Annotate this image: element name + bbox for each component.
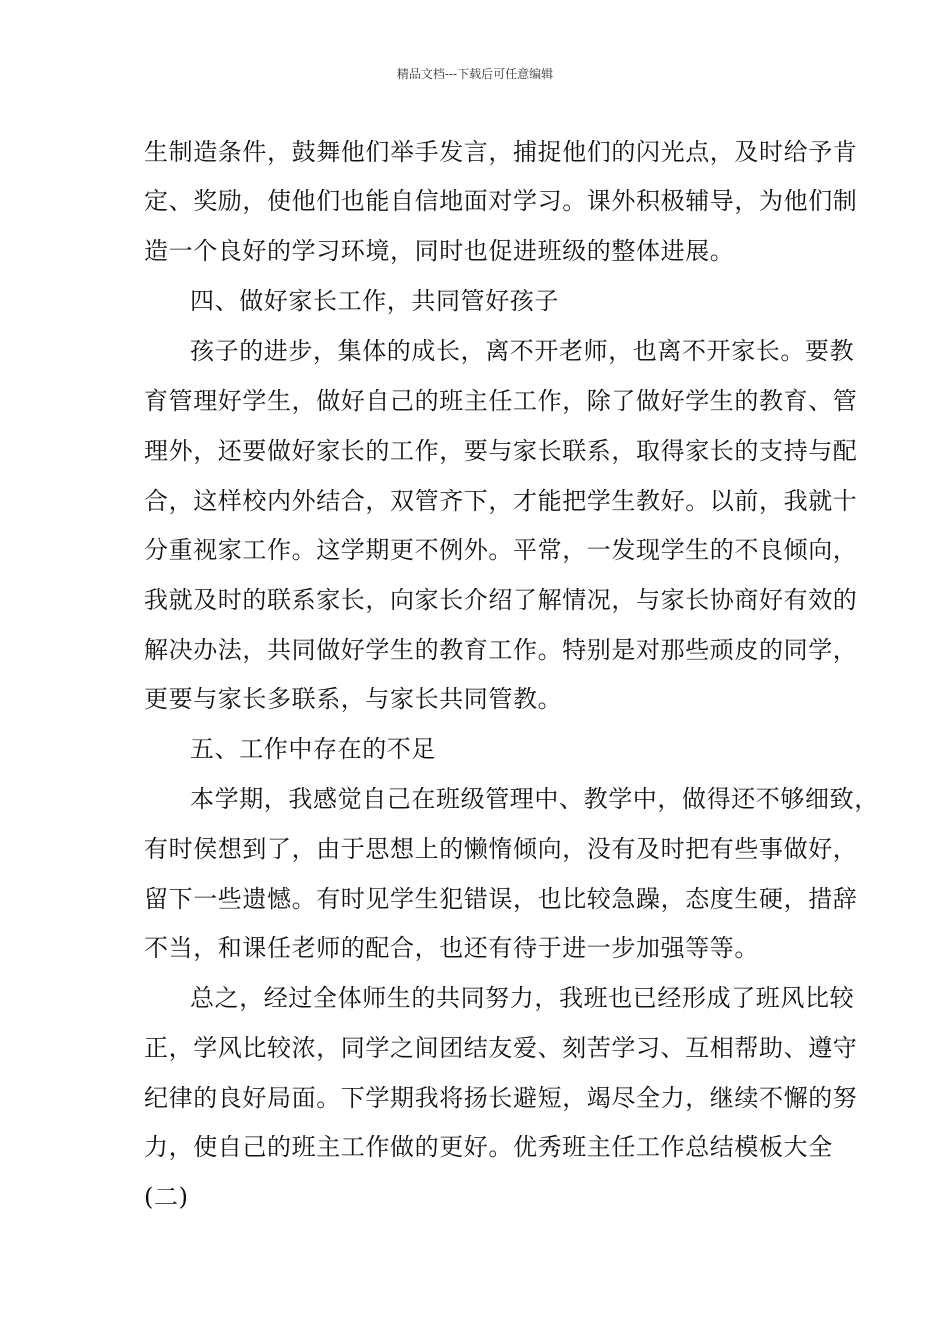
text-line: 更要与家长多联系，与家长共同管教。 (144, 685, 563, 713)
text-line: 总之，经过全体师生的共同努力，我班也已经形成了班风比较 (190, 984, 855, 1012)
text-line: 本学期，我感觉自己在班级管理中、教学中，做得还不够细致， (190, 785, 879, 813)
text-line: 孩子的进步，集体的成长，离不开老师，也离不开家长。要教 (190, 337, 855, 365)
text-line: (二) (144, 1183, 189, 1211)
section-heading: 四、做好家长工作，共同管好孩子 (190, 287, 559, 315)
text-line: 造一个良好的学习环境，同时也促进班级的整体进展。 (144, 237, 735, 265)
text-line: 育管理好学生，做好自己的班主任工作，除了做好学生的教育、管 (144, 387, 858, 415)
page-header: 精品文档---下载后可任意编辑 (396, 67, 554, 81)
section-heading: 五、工作中存在的不足 (190, 735, 436, 763)
text-line: 合，这样校内外结合，双管齐下，才能把学生教好。以前，我就十 (144, 487, 858, 515)
text-line: 留下一些遗憾。有时见学生犯错误，也比较急躁，态度生硬，措辞 (144, 885, 858, 913)
text-line: 力，使自己的班主工作做的更好。优秀班主任工作总结模板大全 (144, 1133, 833, 1161)
text-line: 有时侯想到了，由于思想上的懒惰倾向，没有及时把有些事做好， (144, 835, 858, 863)
text-line: 我就及时的联系家长，向家长介绍了解情况，与家长协商好有效的 (144, 586, 858, 614)
text-line: 解决办法，共同做好学生的教育工作。特别是对那些顽皮的同学， (144, 636, 858, 664)
text-line: 生制造条件，鼓舞他们举手发言，捕捉他们的闪光点，及时给予肯 (144, 138, 858, 166)
text-line: 纪律的良好局面。下学期我将扬长避短，竭尽全力，继续不懈的努 (144, 1084, 858, 1112)
text-line: 分重视家工作。这学期更不例外。平常，一发现学生的不良倾向， (144, 536, 858, 564)
text-line: 不当，和课任老师的配合，也还有待于进一步加强等等。 (144, 934, 759, 962)
text-line: 定、奖励，使他们也能自信地面对学习。课外积极辅导，为他们制 (144, 187, 858, 215)
text-line: 正，学风比较浓，同学之间团结友爱、刻苦学习、互相帮助、遵守 (144, 1034, 858, 1062)
text-line: 理外，还要做好家长的工作，要与家长联系，取得家长的支持与配 (144, 437, 858, 465)
